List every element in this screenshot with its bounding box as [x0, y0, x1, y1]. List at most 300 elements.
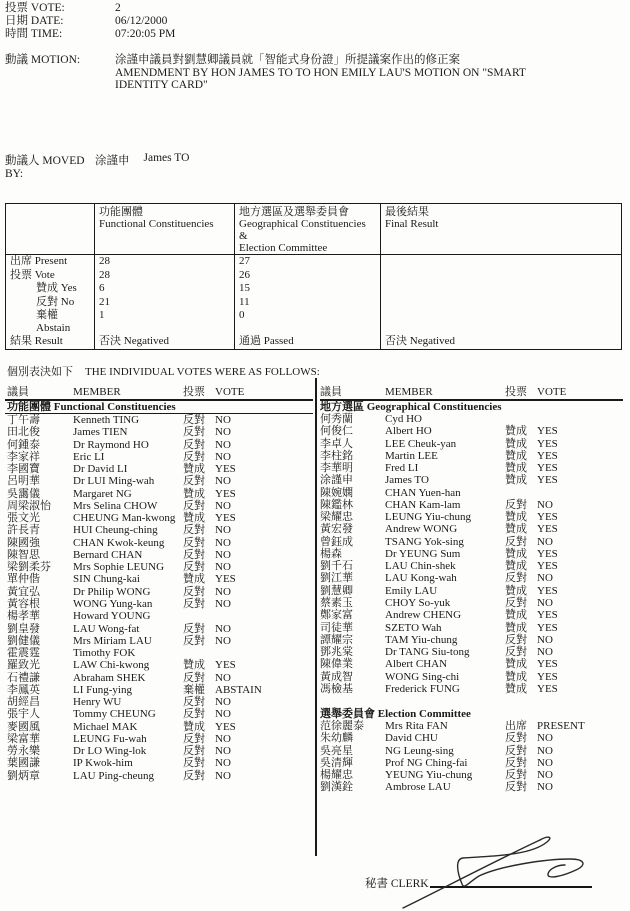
- member-vote-row: [320, 523, 623, 535]
- member-vote-en: [537, 413, 623, 425]
- member-name-zh: 涂謹申: [320, 474, 353, 487]
- member-vote-zh: [183, 610, 215, 622]
- member-vote-en: NO: [215, 426, 231, 439]
- member-vote-en: YES: [215, 512, 236, 525]
- member-name-en: Albert HO: [385, 425, 432, 438]
- summary-header-empty: [6, 204, 95, 255]
- geographical-votes-column: [320, 387, 623, 794]
- member-name-zh: 劉江華: [320, 572, 353, 585]
- member-name-en: IP Kwok-him: [73, 757, 133, 770]
- member-vote-en: NO: [215, 475, 231, 488]
- member-vote-row: [5, 635, 313, 647]
- member-name-zh: 李家祥: [7, 450, 40, 463]
- summary-header-geographical: [235, 204, 381, 255]
- member-name-zh: 劉慧卿: [320, 584, 353, 597]
- summary-row-label: 出席 Present: [6, 255, 95, 269]
- member-name-en: CHAN Yuen-han: [385, 486, 461, 499]
- member-vote-en: [537, 487, 623, 499]
- member-name-zh: 吳亮星: [320, 744, 353, 757]
- member-vote-zh: 反對: [505, 769, 527, 782]
- member-vote-en: YES: [215, 659, 236, 672]
- member-name-zh: 梁富華: [7, 732, 40, 745]
- member-vote-en: NO: [215, 524, 231, 537]
- section-title-zh: 地方選區: [320, 401, 364, 413]
- member-vote-row: [320, 622, 623, 634]
- summary-header-row: [6, 204, 622, 255]
- member-vote-en: NO: [537, 535, 553, 548]
- member-name-zh: 劉皇發: [7, 622, 40, 635]
- summary-row: [6, 269, 622, 283]
- member-vote-row: [5, 451, 313, 463]
- functional-value: 6: [95, 282, 235, 296]
- member-vote-zh: 反對: [183, 426, 205, 439]
- vote-header-zh: 投票: [505, 386, 527, 398]
- member-vote-row: [5, 561, 313, 573]
- member-vote-en: YES: [537, 621, 558, 634]
- member-vote-row: [5, 757, 313, 769]
- motion-block: [5, 54, 595, 92]
- member-vote-row: [320, 585, 623, 597]
- left-column-header: [5, 387, 313, 401]
- member-name-en: SIN Chung-kai: [73, 573, 140, 586]
- member-name-zh: 羅致光: [7, 659, 40, 672]
- member-vote-en: NO: [215, 757, 231, 770]
- member-name-zh: 李鳳英: [7, 683, 40, 696]
- member-name-en: David CHU: [385, 732, 438, 745]
- summary-row-label: 反對 No: [6, 296, 95, 310]
- member-name-zh: 梁劉柔芬: [7, 561, 51, 574]
- section-title-zh: 選舉委員會: [320, 708, 375, 721]
- member-name-zh: 李華明: [320, 462, 353, 475]
- member-vote-zh: 贊成: [505, 658, 527, 671]
- member-vote-row: [5, 573, 313, 585]
- member-vote-row: [5, 524, 313, 536]
- member-name-en: CHOY So-yuk: [385, 596, 451, 609]
- member-name-zh: 黃宏發: [320, 523, 353, 536]
- member-vote-row: [5, 623, 313, 635]
- member-vote-zh: 反對: [183, 671, 205, 684]
- member-vote-en: YES: [537, 547, 558, 560]
- member-vote-row: [320, 646, 623, 658]
- member-vote-zh: 反對: [183, 757, 205, 770]
- member-name-en: Dr Raymond HO: [73, 438, 149, 451]
- member-name-zh: 許長青: [7, 524, 40, 537]
- summary-row-label: 棄權 Abstain: [6, 309, 95, 335]
- member-name-zh: 劉千石: [320, 560, 353, 573]
- summary-row: [6, 296, 622, 310]
- member-vote-en: YES: [537, 462, 558, 475]
- member-name-zh: 鄭家富: [320, 609, 353, 622]
- member-name-en: Tommy CHEUNG: [73, 708, 156, 721]
- member-vote-row: [320, 536, 623, 548]
- member-name-zh: 陳智思: [7, 548, 40, 561]
- member-vote-zh: 反對: [183, 745, 205, 758]
- member-vote-en: NO: [215, 622, 231, 635]
- final-value: [381, 269, 622, 283]
- member-name-en: Mrs Rita FAN: [385, 720, 448, 733]
- member-vote-zh: 反對: [183, 524, 205, 537]
- member-name-en: Henry WU: [73, 696, 122, 709]
- member-vote-en: NO: [215, 745, 231, 758]
- member-name-en: Margaret NG: [73, 487, 132, 500]
- member-vote-row: [5, 708, 313, 720]
- geographical-value: 11: [235, 296, 381, 310]
- vote-header-en: VOTE: [537, 386, 567, 398]
- member-vote-zh: 反對: [183, 634, 205, 647]
- member-vote-row: [5, 586, 313, 598]
- member-name-en: Prof NG Ching-fai: [385, 756, 468, 769]
- member-vote-row: [5, 770, 313, 782]
- member-name-zh: 陳國強: [7, 536, 40, 549]
- member-name-zh: 丁午壽: [7, 414, 40, 426]
- section-title-en: Election Committee: [377, 708, 471, 721]
- section-title: [5, 401, 313, 414]
- member-name-zh: 黃成智: [320, 670, 353, 683]
- member-vote-zh: 反對: [183, 585, 205, 598]
- member-name-zh: 吳清輝: [320, 756, 353, 769]
- member-vote-zh: 反對: [183, 438, 205, 451]
- member-name-zh: 吳靄儀: [7, 487, 40, 500]
- member-name-en: Kenneth TING: [73, 414, 140, 426]
- member-name-en: CHEUNG Man-kwong: [73, 512, 176, 525]
- member-vote-zh: 反對: [505, 781, 527, 794]
- member-vote-en: YES: [537, 425, 558, 438]
- member-vote-en: [215, 647, 313, 659]
- member-vote-row: [320, 560, 623, 572]
- section-title-en: Geographical Constituencies: [366, 401, 502, 413]
- geographical-header-en-1: Geographical Constituencies &: [239, 218, 366, 242]
- member-vote-row: [320, 450, 623, 462]
- member-name-zh: 楊耀忠: [320, 769, 353, 782]
- summary-row: [6, 255, 622, 269]
- clerk-signature: [395, 806, 605, 911]
- clerk-label: 秘書 CLERK: [365, 878, 429, 890]
- member-name-zh: 周梁淑怡: [7, 499, 51, 512]
- member-name-zh: 范徐麗泰: [320, 720, 364, 733]
- member-name-en: CHAN Kam-lam: [385, 498, 461, 511]
- member-name-zh: 馮檢基: [320, 682, 353, 695]
- member-name-en: TAM Yiu-chung: [385, 633, 458, 646]
- member-vote-zh: 反對: [505, 756, 527, 769]
- section-title: [320, 401, 623, 413]
- section-title: [320, 708, 623, 720]
- motion-line-zh: 涂謹申議員對劉慧卿議員就「智能式身份證」所提議案作出的修正案: [115, 54, 460, 66]
- member-vote-zh: 反對: [505, 596, 527, 609]
- member-name-en: Andrew CHENG: [385, 609, 462, 622]
- member-name-en: Dr LO Wing-lok: [73, 745, 147, 758]
- member-name-en: LEUNG Fu-wah: [73, 732, 147, 745]
- member-vote-row: [5, 721, 313, 733]
- functional-value: 否決 Negatived: [95, 335, 235, 350]
- member-vote-row: [320, 671, 623, 683]
- motion-line-en-2: IDENTITY CARD": [115, 79, 208, 91]
- member-vote-en: YES: [537, 670, 558, 683]
- member-vote-en: YES: [215, 720, 236, 733]
- vote-summary-table: [5, 203, 622, 350]
- member-vote-zh: 贊成: [505, 462, 527, 475]
- member-name-en: Bernard CHAN: [73, 548, 143, 561]
- member-vote-row: [320, 658, 623, 670]
- member-name-en: Frederick FUNG: [385, 682, 460, 695]
- member-vote-zh: 贊成: [183, 573, 205, 586]
- member-name-en: LEE Cheuk-yan: [385, 437, 457, 450]
- member-vote-row: [320, 438, 623, 450]
- member-vote-row: [320, 487, 623, 499]
- member-vote-en: YES: [537, 682, 558, 695]
- member-name-zh: 何秀蘭: [320, 413, 353, 425]
- member-name-en: Mrs Selina CHOW: [73, 499, 158, 512]
- member-vote-en: NO: [215, 597, 231, 610]
- time-label: 時間 TIME:: [5, 28, 63, 40]
- motion-label: 動議 MOTION:: [5, 54, 81, 66]
- member-vote-zh: 贊成: [505, 609, 527, 622]
- member-vote-row: [320, 781, 623, 793]
- member-name-zh: 石禮謙: [7, 671, 40, 684]
- member-vote-zh: 反對: [183, 708, 205, 721]
- member-name-en: Mrs Sophie LEUNG: [73, 561, 165, 574]
- member-vote-row: [320, 462, 623, 474]
- functional-value: 1: [95, 309, 235, 335]
- member-name-en: Dr TANG Siu-tong: [385, 646, 470, 659]
- member-vote-row: [320, 683, 623, 695]
- functional-votes-column: [5, 387, 313, 782]
- member-vote-zh: 反對: [183, 597, 205, 610]
- summary-header-final: [381, 204, 622, 255]
- member-name-en: Michael MAK: [73, 720, 138, 733]
- member-name-en: Emily LAU: [385, 584, 438, 597]
- geographical-value: 0: [235, 309, 381, 335]
- member-vote-row: [5, 488, 313, 500]
- member-name-en: TSANG Yok-sing: [385, 535, 464, 548]
- mover-name-zh: 涂謹申: [95, 155, 130, 167]
- moved-by-label: 動議人 MOVED BY:: [5, 155, 85, 180]
- member-vote-en: NO: [215, 671, 231, 684]
- member-name-en: Dr LUI Ming-wah: [73, 475, 155, 488]
- member-name-zh: 李國寶: [7, 463, 40, 476]
- member-vote-row: [5, 598, 313, 610]
- member-vote-row: [320, 769, 623, 781]
- member-name-en: Mrs Miriam LAU: [73, 634, 152, 647]
- member-vote-row: [5, 610, 313, 622]
- member-vote-en: NO: [215, 548, 231, 561]
- member-vote-row: [320, 511, 623, 523]
- member-name-zh: 勞永樂: [7, 745, 40, 758]
- member-vote-zh: 贊成: [505, 682, 527, 695]
- member-name-en: Dr YEUNG Sum: [385, 547, 461, 560]
- member-name-en: James TIEN: [73, 426, 128, 439]
- vote-number-row: [5, 2, 175, 15]
- member-vote-en: YES: [537, 658, 558, 671]
- member-name-en: HUI Cheung-ching: [73, 524, 158, 537]
- member-vote-zh: 贊成: [505, 670, 527, 683]
- member-name-en: LAW Chi-kwong: [73, 659, 150, 672]
- geographical-header-en-2: Election Committee: [239, 242, 328, 254]
- member-name-zh: 呂明華: [7, 475, 40, 488]
- member-vote-en: NO: [215, 536, 231, 549]
- member-name-zh: 劉炳章: [7, 769, 40, 782]
- member-name-zh: 司徒華: [320, 621, 353, 634]
- member-name-en: Dr Philip WONG: [73, 585, 151, 598]
- member-name-en: Howard YOUNG: [73, 610, 151, 623]
- member-vote-zh: 反對: [505, 535, 527, 548]
- vote-number-value: 2: [115, 2, 121, 14]
- member-vote-zh: 贊成: [505, 547, 527, 560]
- summary-row: [6, 282, 622, 296]
- member-vote-en: NO: [215, 732, 231, 745]
- member-vote-row: [320, 548, 623, 560]
- member-vote-zh: 反對: [183, 561, 205, 574]
- member-vote-en: NO: [215, 585, 231, 598]
- member-name-zh: 劉健儀: [7, 634, 40, 647]
- member-name-zh: 陳偉業: [320, 658, 353, 671]
- member-vote-zh: 反對: [183, 450, 205, 463]
- member-name-en: James TO: [385, 474, 429, 487]
- member-name-zh: 何俊仁: [320, 425, 353, 438]
- final-value: 否決 Negatived: [381, 335, 622, 350]
- time-row: [5, 28, 175, 41]
- member-vote-row: [5, 512, 313, 524]
- member-name-zh: 麥國風: [7, 720, 40, 733]
- geographical-value: 26: [235, 269, 381, 283]
- member-vote-row: [320, 597, 623, 609]
- member-vote-zh: 出席: [505, 720, 527, 733]
- member-vote-zh: 贊成: [505, 449, 527, 462]
- member-name-zh: 黃宜弘: [7, 585, 40, 598]
- member-vote-row: [5, 659, 313, 671]
- member-vote-row: [5, 684, 313, 696]
- member-name-zh: 陳婉嫻: [320, 486, 353, 499]
- summary-row: [6, 309, 622, 335]
- member-vote-zh: 贊成: [505, 584, 527, 597]
- member-vote-en: NO: [215, 450, 231, 463]
- member-header-zh: 議員: [320, 386, 342, 398]
- mover-name-en: James TO: [143, 152, 190, 164]
- member-vote-en: NO: [215, 414, 231, 426]
- member-vote-row: [320, 609, 623, 621]
- member-name-zh: 葉國謙: [7, 757, 40, 770]
- vote-number-label: 投票 VOTE:: [5, 2, 65, 14]
- member-vote-zh: 反對: [505, 633, 527, 646]
- member-name-zh: 胡經昌: [7, 696, 40, 709]
- member-vote-en: NO: [537, 633, 553, 646]
- column-divider-line: [315, 378, 317, 856]
- functional-header-zh: 功能團體: [99, 206, 143, 218]
- member-vote-zh: 贊成: [505, 425, 527, 438]
- member-vote-en: YES: [215, 487, 236, 500]
- member-name-en: Cyd HO: [385, 413, 422, 425]
- member-vote-en: ABSTAIN: [215, 683, 262, 696]
- motion-text: [115, 54, 595, 92]
- member-vote-en: YES: [537, 523, 558, 536]
- member-vote-row: [5, 426, 313, 438]
- member-name-en: Abraham SHEK: [73, 671, 146, 684]
- member-name-en: LAU Ping-cheung: [73, 769, 154, 782]
- member-vote-zh: 反對: [183, 769, 205, 782]
- member-vote-zh: [505, 487, 537, 499]
- member-vote-row: [320, 413, 623, 425]
- member-vote-en: NO: [537, 744, 553, 757]
- member-vote-row: [5, 549, 313, 561]
- member-vote-row: [320, 474, 623, 486]
- member-name-zh: 曾鈺成: [320, 535, 353, 548]
- member-vote-en: NO: [537, 769, 553, 782]
- member-vote-row: [5, 475, 313, 487]
- member-vote-row: [5, 696, 313, 708]
- member-vote-row: [320, 634, 623, 646]
- member-vote-en: YES: [537, 511, 558, 524]
- member-vote-row: [5, 537, 313, 549]
- member-name-zh: 朱幼麟: [320, 732, 353, 745]
- functional-header-en: Functional Constituencies: [99, 218, 214, 230]
- individual-votes-title-zh: 個別表決如下: [7, 366, 73, 378]
- member-name-en: Martin LEE: [385, 449, 438, 462]
- member-vote-row: [5, 745, 313, 757]
- moved-by-block: [5, 152, 189, 180]
- summary-row-label: 結果 Result: [6, 335, 95, 350]
- summary-row: [6, 335, 622, 350]
- member-vote-en: YES: [537, 584, 558, 597]
- member-vote-row: [320, 572, 623, 584]
- member-vote-en: NO: [537, 572, 553, 585]
- member-name-zh: 楊森: [320, 547, 342, 560]
- member-name-zh: 張宇人: [7, 708, 40, 721]
- member-vote-zh: 反對: [505, 498, 527, 511]
- member-vote-row: [5, 500, 313, 512]
- member-vote-zh: 贊成: [505, 437, 527, 450]
- member-name-zh: 鄧兆棠: [320, 646, 353, 659]
- member-vote-row: [5, 439, 313, 451]
- member-vote-zh: 贊成: [505, 523, 527, 536]
- member-vote-en: YES: [537, 437, 558, 450]
- member-vote-zh: 贊成: [505, 474, 527, 487]
- member-vote-zh: 反對: [183, 732, 205, 745]
- member-vote-row: [320, 499, 623, 511]
- member-vote-en: NO: [537, 732, 553, 745]
- member-vote-en: NO: [215, 561, 231, 574]
- vote-info-block: [5, 2, 175, 41]
- geographical-value: 27: [235, 255, 381, 269]
- member-name-zh: 梁耀忠: [320, 511, 353, 524]
- member-vote-en: NO: [537, 646, 553, 659]
- final-value: [381, 309, 622, 335]
- member-name-zh: 楊孝華: [7, 610, 40, 623]
- member-vote-en: YES: [215, 463, 236, 476]
- individual-votes-title: [7, 366, 320, 378]
- member-vote-en: YES: [215, 573, 236, 586]
- member-vote-en: NO: [215, 696, 231, 709]
- member-header-zh: 議員: [7, 386, 29, 398]
- geographical-value: 15: [235, 282, 381, 296]
- member-name-zh: 劉漢銓: [320, 781, 353, 794]
- member-vote-en: NO: [215, 769, 231, 782]
- member-name-en: YEUNG Yiu-chung: [385, 769, 473, 782]
- member-vote-en: NO: [215, 634, 231, 647]
- member-name-zh: 陳鑑林: [320, 498, 353, 511]
- member-name-en: Dr David LI: [73, 463, 128, 476]
- member-vote-zh: 贊成: [183, 463, 205, 476]
- summary-row-label: 贊成 Yes: [6, 282, 95, 296]
- section-title-en: Functional Constituencies: [53, 401, 176, 413]
- member-name-en: Fred LI: [385, 462, 419, 475]
- member-vote-zh: 反對: [505, 732, 527, 745]
- final-value: [381, 296, 622, 310]
- member-name-en: SZETO Wah: [385, 621, 442, 634]
- member-vote-en: YES: [537, 560, 558, 573]
- summary-header-functional: [95, 204, 235, 255]
- geographical-value: 通過 Passed: [235, 335, 381, 350]
- member-vote-row: [320, 425, 623, 437]
- member-vote-zh: 反對: [183, 475, 205, 488]
